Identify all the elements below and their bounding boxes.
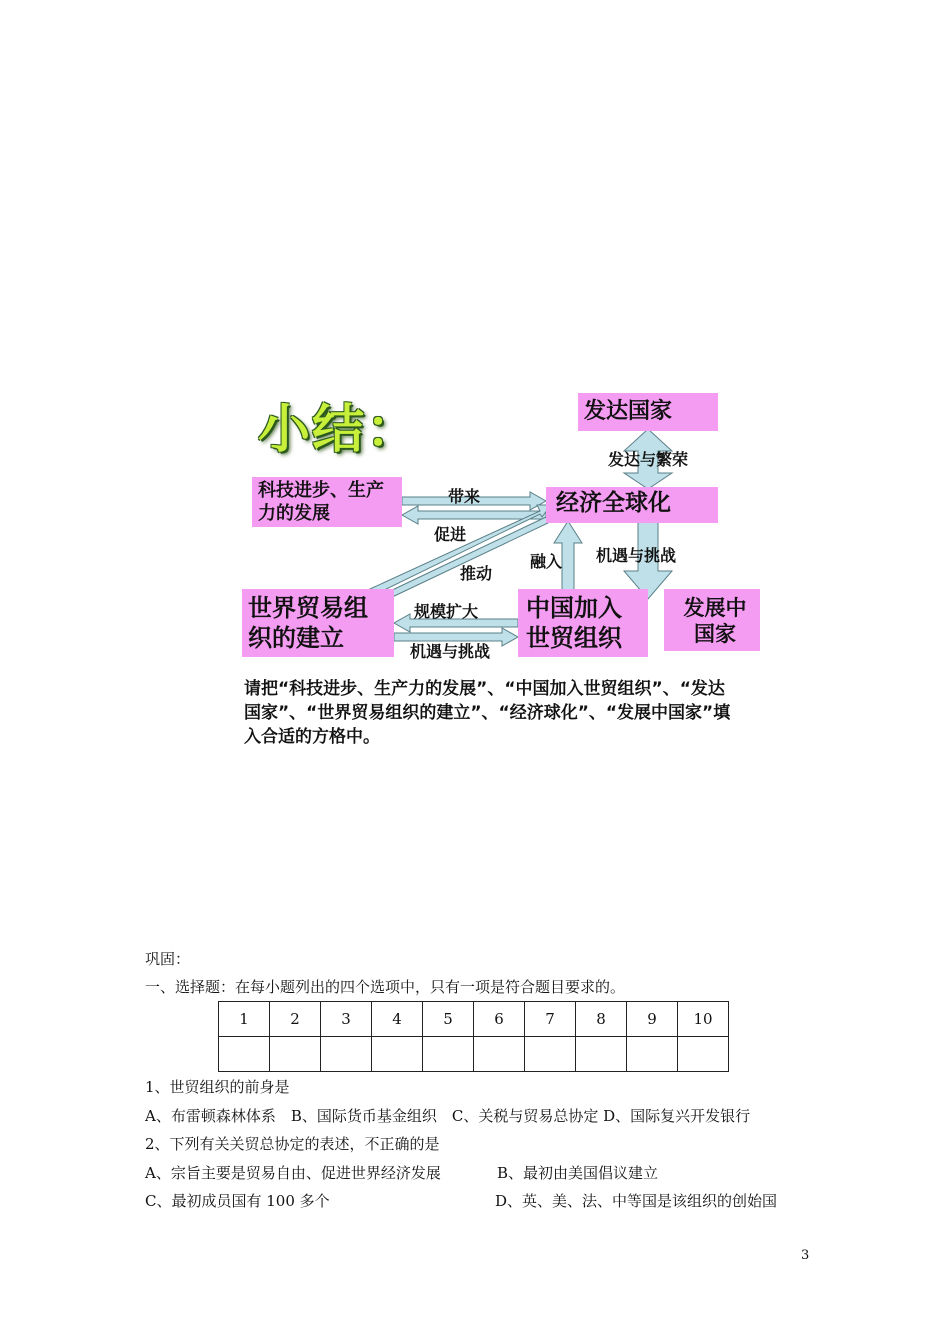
answer-header-cell: 10: [678, 1002, 729, 1037]
box-developing-countries-text: 发展中国家: [683, 596, 747, 647]
section-1-heading: 一、选择题：在每小题列出的四个选项中，只有一项是符合题目要求的。: [145, 978, 626, 996]
label-prosper: 发达与繁荣: [608, 450, 689, 469]
label-opportunity-2: 机遇与挑战: [410, 642, 491, 661]
answer-cell[interactable]: [321, 1037, 372, 1072]
answer-table: [218, 1001, 729, 1072]
answer-cell[interactable]: [372, 1037, 423, 1072]
summary-diagram: [240, 383, 770, 747]
answer-table-answer-row: [219, 1037, 729, 1072]
question-2-option-a: A、宗旨主要是贸易自由、促进世界经济发展: [145, 1164, 441, 1182]
answer-header-cell: 6: [474, 1002, 525, 1037]
label-expand: 规模扩大: [414, 602, 479, 621]
answer-header-cell: 8: [576, 1002, 627, 1037]
label-opportunity-1: 机遇与挑战: [596, 546, 677, 565]
box-tech-progress: [252, 477, 402, 527]
answer-header-cell: 5: [423, 1002, 474, 1037]
question-2-stem: 2、下列有关关贸总协定的表述，不正确的是: [145, 1135, 440, 1153]
box-china-join-wto: [518, 589, 648, 657]
question-1-options: A、布雷顿森林体系 B、国际货币基金组织 C、关税与贸易总协定 D、国际复兴开发银行: [145, 1107, 751, 1125]
label-integrate: 融入: [530, 552, 563, 571]
box-developed-countries-text: 发达国家: [584, 399, 673, 424]
box-wto-establishment: [242, 589, 394, 657]
box-developing-countries: [664, 589, 760, 651]
box-wto-establishment-text: 世界贸易组织的建立: [248, 594, 368, 652]
answer-header-cell: 2: [270, 1002, 321, 1037]
label-promote: 促进: [434, 525, 467, 544]
box-developed-countries: [578, 393, 718, 431]
answer-header-cell: 1: [219, 1002, 270, 1037]
answer-header-cell: 7: [525, 1002, 576, 1037]
label-bring: 带来: [448, 487, 481, 506]
label-drive: 推动: [460, 564, 493, 583]
answer-cell[interactable]: [474, 1037, 525, 1072]
answer-cell[interactable]: [525, 1037, 576, 1072]
answer-cell[interactable]: [627, 1037, 678, 1072]
box-tech-progress-text: 科技进步、生产力的发展: [258, 480, 384, 524]
answer-cell[interactable]: [423, 1037, 474, 1072]
page-number: 3: [801, 1248, 810, 1263]
question-1-stem: 1、世贸组织的前身是: [145, 1078, 290, 1096]
box-globalization-text: 经济全球化: [556, 490, 671, 516]
answer-header-cell: 4: [372, 1002, 423, 1037]
box-globalization: [546, 487, 718, 523]
answer-table-header-row: [219, 1002, 729, 1037]
answer-cell[interactable]: [678, 1037, 729, 1072]
question-2-option-c: C、最初成员国有 100 多个: [145, 1192, 330, 1210]
diagram-instruction: 请把“科技进步、生产力的发展”、“中国加入世贸组织”、“发达国家”、“世界贸易组织的建立”、“经济球化”、“发展中国家”填入合适的方格中。: [244, 679, 731, 747]
answer-cell[interactable]: [270, 1037, 321, 1072]
answer-header-cell: 9: [627, 1002, 678, 1037]
question-2-option-d: D、英、美、法、中等国是该组织的创始国: [495, 1192, 778, 1210]
question-2-option-b: B、最初由美国倡议建立: [497, 1164, 659, 1182]
consolidate-heading: 巩固：: [145, 950, 191, 968]
answer-cell[interactable]: [576, 1037, 627, 1072]
answer-header-cell: 3: [321, 1002, 372, 1037]
summary-title: 小结：: [258, 400, 421, 460]
answer-cell[interactable]: [219, 1037, 270, 1072]
box-china-join-wto-text: 中国加入世贸组织: [526, 594, 622, 652]
